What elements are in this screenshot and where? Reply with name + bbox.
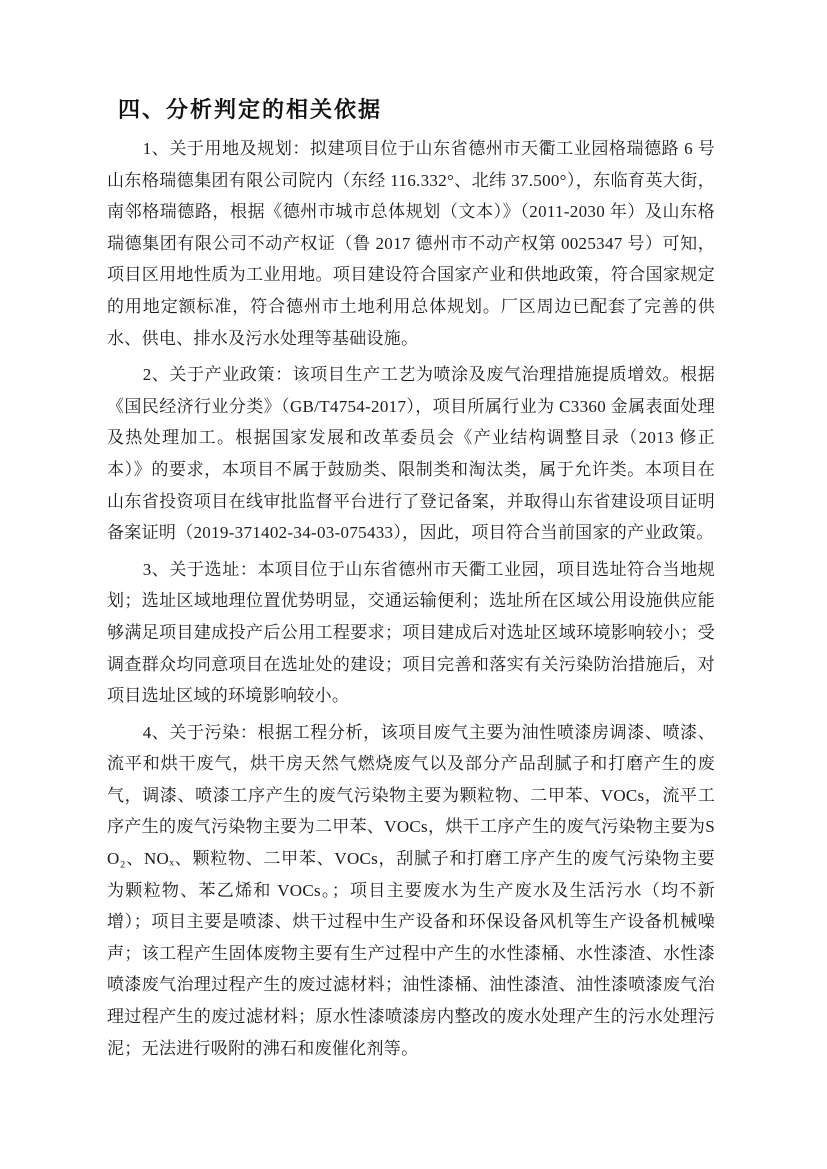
paragraph-land-use-and-planning: 1、关于用地及规划：拟建项目位于山东省德州市天衢工业园格瑞德路 6 号山东格瑞德集团有限公司院内（东经 116.332°、北纬 37.500°），东临育英大街，南邻格瑞德路，根据《德州市城市总体规划（文本）》（2011-2030 年）及山东格瑞德集团有限公司不动产权证（鲁 2017 德州市不动产权第 0025347 号）可知，项目区用地性质为工业用地。项目建设符合国家产业和供地政策，符合国家规定的用地定额标准，符合德州市土地利用总体规划。厂区周边已配套了完善的供水、供电、排水及污水处理等基础设施。 [107, 139, 715, 348]
paragraph-site-selection: 3、关于选址：本项目位于山东省德州市天衢工业园，项目选址符合当地规划；选址区域地理位置优势明显，交通运输便利；选址所在区域公用设施供应能够满足项目建成投产后公用工程要求；项目建成后对选址区域环境影响较小；受调查群众均同意项目在选址处的建设；项目完善和落实有关污染防治措施后，对项目选址区域的环境影响较小。 [107, 559, 715, 706]
paragraph-pollution: 4、关于污染：根据工程分析，该项目废气主要为油性喷漆房调漆、喷漆、流平和烘干废气，烘干房天然气燃烧废气以及部分产品刮腻子和打磨产生的废气，调漆、喷漆工序产生的废气污染物主要为颗粒物、二甲苯、VOCs，流平工序产生的废气污染物主要为二甲苯、VOCs，烘干工序产生的废气污染物主要为SO₂、NOₓ、颗粒物、二甲苯、VOCs，刮腻子和打磨工序产生的废气污染物主要为颗粒物、苯乙烯和 VOCs。；项目主要废水为生产废水及生活污水（均不新增）；项目主要是喷漆、烘干过程中生产设备和环保设备风机等生产设备机械噪声；该工程产生固体废物主要有生产过程中产生的水性漆桶、水性漆渣、水性漆喷漆废气治理过程产生的废过滤材料；油性漆桶、油性漆渣、油性漆喷漆废气治理过程产生的废过滤材料；原水性漆喷漆房内整改的废水处理产生的污水处理污泥；无法进行吸附的沸石和废催化剂等。 [107, 722, 715, 1058]
paragraph-industrial-policy: 2、关于产业政策：该项目生产工艺为喷涂及废气治理措施提质增效。根据《国民经济行业分类》（GB/T4754-2017），项目所属行业为 C3360 金属表面处理及热处理加工。根据国家发展和改革委员会《产业结构调整目录（2013 修正本）》的要求，本项目不属于鼓励类、限制类和淘汰类，属于允许类。本项目在山东省投资项目在线审批监督平台进行了登记备案，并取得山东省建设项目证明备案证明（2019-371402-34-03-075433），因此，项目符合当前国家的产业政策。 [107, 365, 715, 543]
section-heading: 四、分析判定的相关依据 [118, 97, 383, 122]
